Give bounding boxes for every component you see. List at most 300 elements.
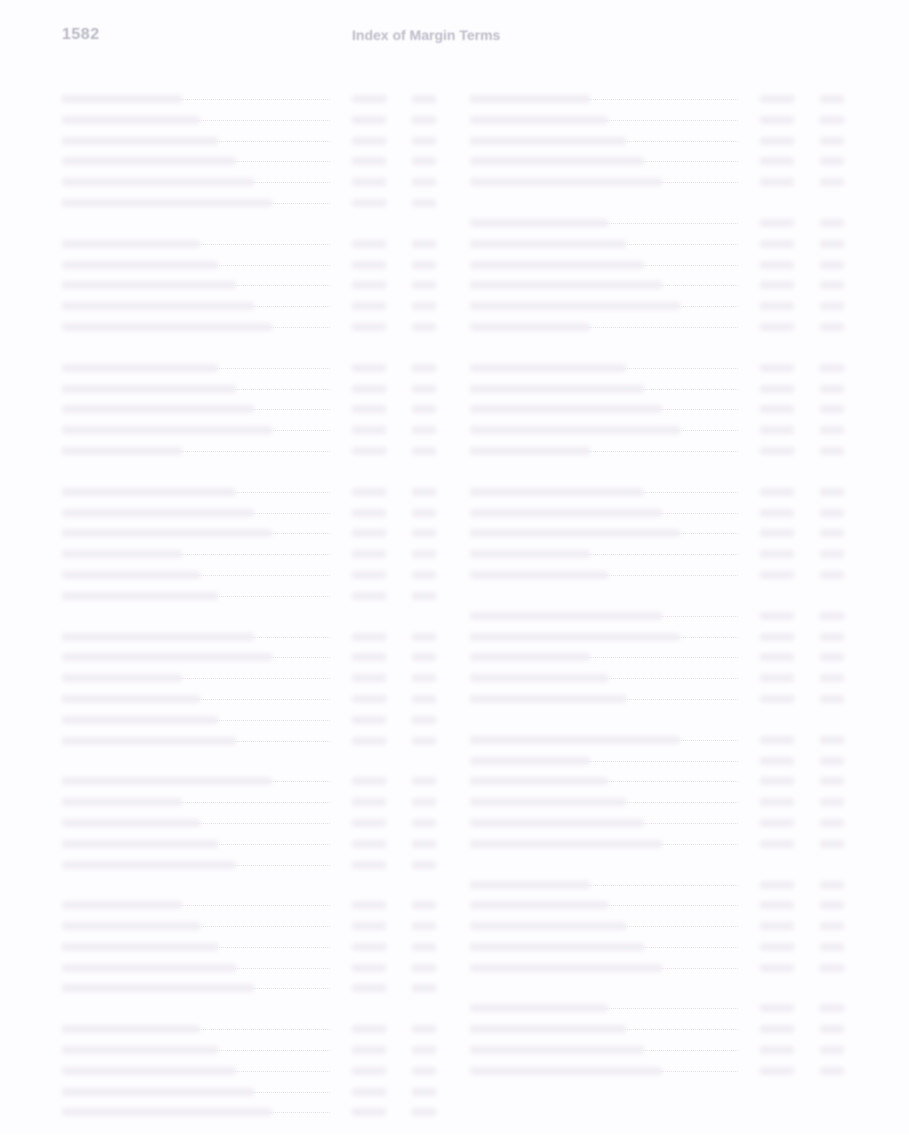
illegible-value — [352, 695, 386, 703]
illegible-page — [412, 488, 436, 496]
illegible-text — [470, 653, 590, 661]
illegible-value — [352, 1108, 386, 1116]
index-entry — [62, 233, 438, 254]
illegible-text — [62, 695, 200, 703]
illegible-value — [760, 674, 794, 682]
illegible-value — [760, 137, 794, 145]
illegible-page — [820, 901, 844, 909]
index-entry — [62, 440, 438, 461]
index-entry — [62, 585, 438, 606]
illegible-page — [412, 1025, 436, 1033]
illegible-page — [820, 509, 844, 517]
illegible-text — [470, 1025, 626, 1033]
index-block — [62, 1018, 438, 1122]
index-entry — [62, 316, 438, 337]
illegible-page — [412, 571, 436, 579]
illegible-text — [62, 302, 254, 310]
illegible-text — [62, 281, 236, 289]
illegible-page — [412, 261, 436, 269]
illegible-value — [352, 633, 386, 641]
index-entry — [470, 398, 846, 419]
index-entry — [470, 88, 846, 109]
index-entry — [470, 812, 846, 833]
index-entry — [470, 770, 846, 791]
illegible-value — [760, 116, 794, 124]
index-entry — [62, 894, 438, 915]
illegible-value — [760, 736, 794, 744]
illegible-page — [412, 653, 436, 661]
index-block — [62, 770, 438, 874]
illegible-page — [820, 943, 844, 951]
illegible-page — [820, 633, 844, 641]
illegible-value — [352, 488, 386, 496]
index-entry — [62, 688, 438, 709]
illegible-text — [62, 984, 254, 992]
illegible-value — [352, 447, 386, 455]
illegible-text — [470, 385, 644, 393]
illegible-value — [352, 240, 386, 248]
illegible-value — [760, 612, 794, 620]
illegible-page — [820, 964, 844, 972]
index-entry — [62, 130, 438, 151]
illegible-value — [760, 447, 794, 455]
illegible-text — [470, 426, 680, 434]
index-entry — [62, 88, 438, 109]
illegible-page — [820, 840, 844, 848]
illegible-text — [470, 550, 590, 558]
illegible-text — [470, 178, 662, 186]
illegible-text — [470, 798, 626, 806]
illegible-page — [412, 1088, 436, 1096]
illegible-value — [760, 405, 794, 413]
illegible-text — [470, 943, 644, 951]
illegible-text — [62, 1046, 218, 1054]
illegible-text — [62, 550, 182, 558]
illegible-value — [352, 798, 386, 806]
illegible-text — [62, 633, 254, 641]
illegible-text — [62, 323, 272, 331]
index-entry — [470, 274, 846, 295]
illegible-page — [820, 488, 844, 496]
illegible-value — [760, 488, 794, 496]
index-entry — [470, 150, 846, 171]
illegible-value — [352, 653, 386, 661]
illegible-page — [820, 426, 844, 434]
illegible-page — [412, 116, 436, 124]
index-entry — [62, 770, 438, 791]
index-entry — [470, 254, 846, 275]
illegible-text — [470, 695, 626, 703]
illegible-value — [760, 1004, 794, 1012]
index-block — [62, 88, 438, 213]
index-entry — [62, 274, 438, 295]
illegible-value — [760, 219, 794, 227]
illegible-page — [820, 550, 844, 558]
illegible-page — [820, 922, 844, 930]
illegible-value — [352, 1025, 386, 1033]
illegible-text — [62, 95, 182, 103]
illegible-text — [470, 447, 590, 455]
illegible-value — [352, 426, 386, 434]
illegible-text — [470, 529, 680, 537]
illegible-page — [412, 964, 436, 972]
illegible-text — [470, 219, 608, 227]
illegible-text — [62, 364, 218, 372]
illegible-value — [352, 1088, 386, 1096]
illegible-page — [412, 509, 436, 517]
illegible-value — [352, 509, 386, 517]
illegible-text — [62, 509, 254, 517]
index-block — [470, 88, 846, 192]
illegible-value — [352, 261, 386, 269]
illegible-page — [412, 777, 436, 785]
index-entry — [470, 440, 846, 461]
index-entry — [62, 357, 438, 378]
index-entry — [470, 419, 846, 440]
index-entry — [62, 109, 438, 130]
illegible-page — [820, 364, 844, 372]
illegible-value — [352, 716, 386, 724]
index-entry — [470, 171, 846, 192]
illegible-value — [760, 571, 794, 579]
illegible-value — [760, 385, 794, 393]
illegible-text — [62, 653, 272, 661]
index-entry — [470, 750, 846, 771]
index-entry — [62, 171, 438, 192]
index-entry — [470, 522, 846, 543]
illegible-page — [820, 819, 844, 827]
index-entry — [62, 419, 438, 440]
illegible-value — [352, 364, 386, 372]
illegible-value — [352, 157, 386, 165]
illegible-page — [412, 819, 436, 827]
illegible-text — [62, 1088, 254, 1096]
illegible-text — [62, 178, 254, 186]
index-entry — [470, 233, 846, 254]
illegible-page — [412, 674, 436, 682]
index-block — [62, 894, 438, 998]
illegible-value — [352, 405, 386, 413]
index-entry — [470, 212, 846, 233]
illegible-value — [760, 633, 794, 641]
index-entry — [62, 646, 438, 667]
illegible-text — [470, 881, 590, 889]
illegible-value — [352, 302, 386, 310]
illegible-page — [820, 529, 844, 537]
index-entry — [470, 646, 846, 667]
illegible-text — [62, 819, 200, 827]
illegible-page — [820, 178, 844, 186]
illegible-page — [820, 695, 844, 703]
illegible-text — [62, 426, 272, 434]
index-entry — [470, 894, 846, 915]
right-index-column — [470, 88, 846, 1101]
illegible-text — [62, 137, 218, 145]
illegible-page — [820, 116, 844, 124]
illegible-text — [62, 1108, 272, 1116]
index-entry — [62, 709, 438, 730]
illegible-page — [820, 219, 844, 227]
illegible-text — [470, 157, 644, 165]
illegible-page — [820, 137, 844, 145]
illegible-value — [760, 364, 794, 372]
illegible-text — [470, 633, 680, 641]
index-block — [470, 481, 846, 585]
index-entry — [62, 295, 438, 316]
illegible-value — [760, 943, 794, 951]
illegible-page — [820, 736, 844, 744]
illegible-value — [760, 840, 794, 848]
illegible-page — [820, 674, 844, 682]
illegible-text — [62, 1025, 200, 1033]
index-entry — [62, 730, 438, 751]
index-entry — [62, 812, 438, 833]
page-number: 1582 — [62, 26, 100, 43]
index-entry — [470, 957, 846, 978]
illegible-page — [820, 281, 844, 289]
illegible-text — [62, 861, 236, 869]
page-header — [62, 26, 843, 48]
illegible-text — [62, 901, 182, 909]
index-entry — [62, 398, 438, 419]
index-entry — [470, 667, 846, 688]
index-block — [62, 233, 438, 337]
illegible-value — [352, 281, 386, 289]
illegible-page — [412, 922, 436, 930]
illegible-text — [470, 488, 644, 496]
index-entry — [470, 605, 846, 626]
index-entry — [470, 378, 846, 399]
illegible-value — [760, 240, 794, 248]
index-entry — [62, 854, 438, 875]
index-entry — [470, 997, 846, 1018]
illegible-text — [470, 777, 608, 785]
index-entry — [62, 667, 438, 688]
index-block — [62, 357, 438, 461]
illegible-page — [412, 901, 436, 909]
illegible-page — [412, 592, 436, 600]
illegible-value — [760, 1067, 794, 1075]
illegible-text — [470, 137, 626, 145]
illegible-text — [62, 592, 218, 600]
index-block — [470, 997, 846, 1080]
illegible-page — [820, 881, 844, 889]
illegible-page — [412, 240, 436, 248]
illegible-text — [470, 1046, 644, 1054]
illegible-text — [470, 364, 626, 372]
illegible-value — [760, 281, 794, 289]
index-entry — [470, 1018, 846, 1039]
illegible-value — [352, 116, 386, 124]
illegible-page — [820, 240, 844, 248]
index-block — [62, 481, 438, 606]
index-entry — [470, 1039, 846, 1060]
illegible-value — [760, 261, 794, 269]
illegible-value — [760, 901, 794, 909]
illegible-page — [820, 757, 844, 765]
index-entry — [470, 316, 846, 337]
index-entry — [62, 378, 438, 399]
index-entry — [62, 915, 438, 936]
illegible-value — [352, 943, 386, 951]
illegible-page — [412, 633, 436, 641]
illegible-page — [820, 1004, 844, 1012]
illegible-page — [412, 95, 436, 103]
illegible-value — [760, 695, 794, 703]
illegible-page — [412, 984, 436, 992]
index-entry — [470, 564, 846, 585]
illegible-text — [62, 116, 200, 124]
index-entry — [62, 791, 438, 812]
illegible-text — [470, 302, 680, 310]
illegible-text — [470, 922, 626, 930]
illegible-value — [760, 777, 794, 785]
index-entry — [470, 833, 846, 854]
illegible-text — [62, 716, 218, 724]
illegible-page — [412, 178, 436, 186]
illegible-value — [760, 323, 794, 331]
illegible-value — [760, 757, 794, 765]
illegible-text — [62, 571, 200, 579]
index-entry — [62, 1081, 438, 1102]
illegible-page — [820, 1067, 844, 1075]
illegible-page — [820, 323, 844, 331]
index-entry — [470, 729, 846, 750]
illegible-value — [760, 922, 794, 930]
index-entry — [470, 626, 846, 647]
index-entry — [62, 502, 438, 523]
index-entry — [470, 357, 846, 378]
illegible-value — [352, 840, 386, 848]
index-block — [470, 605, 846, 709]
illegible-value — [352, 137, 386, 145]
running-head: Index of Margin Terms — [352, 27, 501, 43]
illegible-page — [412, 405, 436, 413]
illegible-value — [760, 426, 794, 434]
illegible-page — [412, 798, 436, 806]
illegible-text — [470, 612, 662, 620]
index-entry — [62, 1039, 438, 1060]
illegible-page — [820, 1046, 844, 1054]
index-entry — [62, 254, 438, 275]
illegible-value — [352, 385, 386, 393]
index-entry — [470, 502, 846, 523]
index-entry — [62, 957, 438, 978]
index-entry — [62, 192, 438, 213]
index-entry — [62, 150, 438, 171]
illegible-value — [352, 674, 386, 682]
index-entry — [470, 915, 846, 936]
index-entry — [62, 833, 438, 854]
illegible-page — [412, 550, 436, 558]
illegible-page — [820, 571, 844, 579]
illegible-text — [470, 901, 608, 909]
illegible-page — [820, 447, 844, 455]
index-entry — [62, 1060, 438, 1081]
index-entry — [62, 543, 438, 564]
illegible-text — [62, 922, 200, 930]
illegible-value — [352, 323, 386, 331]
illegible-page — [412, 737, 436, 745]
illegible-value — [760, 1046, 794, 1054]
illegible-text — [62, 199, 272, 207]
illegible-value — [760, 509, 794, 517]
index-entry — [470, 543, 846, 564]
index-entry — [62, 626, 438, 647]
illegible-value — [352, 984, 386, 992]
index-block — [470, 874, 846, 978]
illegible-text — [470, 323, 590, 331]
illegible-page — [820, 385, 844, 393]
illegible-text — [62, 964, 236, 972]
illegible-page — [820, 798, 844, 806]
illegible-page — [412, 137, 436, 145]
index-entry — [470, 874, 846, 895]
illegible-text — [62, 488, 236, 496]
illegible-text — [470, 95, 590, 103]
illegible-value — [760, 550, 794, 558]
illegible-text — [470, 281, 662, 289]
illegible-page — [412, 364, 436, 372]
index-entry — [470, 936, 846, 957]
illegible-page — [412, 1067, 436, 1075]
index-entry — [470, 1060, 846, 1081]
illegible-text — [470, 840, 662, 848]
illegible-value — [352, 571, 386, 579]
illegible-value — [760, 529, 794, 537]
index-entry — [62, 481, 438, 502]
illegible-value — [760, 302, 794, 310]
illegible-page — [820, 261, 844, 269]
illegible-value — [352, 901, 386, 909]
illegible-page — [412, 943, 436, 951]
illegible-value — [352, 861, 386, 869]
illegible-value — [352, 550, 386, 558]
illegible-value — [760, 178, 794, 186]
index-entry — [470, 688, 846, 709]
illegible-value — [352, 1046, 386, 1054]
illegible-text — [470, 1067, 662, 1075]
index-entry — [62, 977, 438, 998]
illegible-value — [352, 529, 386, 537]
illegible-text — [62, 943, 218, 951]
illegible-value — [352, 922, 386, 930]
illegible-page — [412, 1046, 436, 1054]
index-entry — [470, 295, 846, 316]
illegible-value — [352, 178, 386, 186]
index-entry — [62, 1101, 438, 1122]
illegible-text — [470, 571, 608, 579]
index-entry — [62, 936, 438, 957]
illegible-page — [412, 716, 436, 724]
illegible-page — [820, 1025, 844, 1033]
illegible-value — [760, 798, 794, 806]
illegible-text — [470, 674, 608, 682]
index-entry — [470, 481, 846, 502]
illegible-text — [62, 840, 218, 848]
index-entry — [62, 564, 438, 585]
illegible-page — [412, 426, 436, 434]
illegible-text — [62, 798, 182, 806]
illegible-page — [412, 157, 436, 165]
illegible-page — [820, 405, 844, 413]
illegible-page — [412, 302, 436, 310]
illegible-page — [412, 695, 436, 703]
illegible-value — [760, 819, 794, 827]
illegible-text — [470, 116, 608, 124]
illegible-text — [470, 240, 626, 248]
illegible-page — [820, 157, 844, 165]
